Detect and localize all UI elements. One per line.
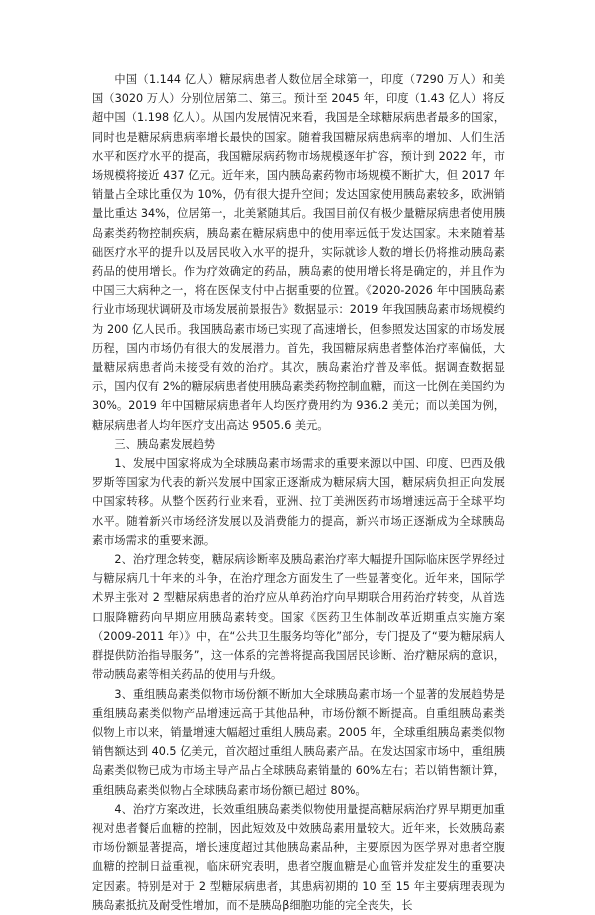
paragraph-market-overview: 中国（1.144 亿人）糖尿病患者人数位居全球第一，印度（7290 万人）和美国（3020 万人）分别位居第二、第三。预计至 2045 年，印度（1.43 亿人）将反超中国（1.198 亿人）。从国内发展情况来看，我国是全球糖尿病患者最多的国家，同时也是糖尿病患病率增长最快的国家。随着我国糖尿病患病率的增加、人们生活水平和医疗水平的提高，我国糖尿病药物市场规模逐年扩容，预计到 2022 年，市场规模将接近 437 亿元。近年来，国内胰岛素药物市场规模不断扩大，但 2017 年销量占全球比重仅为 10%，仍有很大提升空间；发达国家使用胰岛素较多，欧洲销量比重达 34%，位居第一，北美紧随其后。我国目前仅有极少量糖尿病患者使用胰岛素类药物控制疾病，胰岛素在糖尿病患中的使用率远低于发达国家。未来随着基础医疗水平的提升以及居民收入水平的提升，实际就诊人数的增长仍将推动胰岛素药品的使用增长。作为疗效确定的药品，胰岛素的使用增长将是确定的，并且作为中国三大病种之一，将在医保支付中占据重要的位置。《2020-2026 年中国胰岛素行业市场现状调研及市场发展前景报告》数据显示：2019 年我国胰岛素市场规模约为 200 亿人民币。我国胰岛素市场已实现了高速增长，但参照发达国家的市场发展历程，国内市场仍有很大的发展潜力。首先，我国糖尿病患者整体治疗率偏低，大量糖尿病患者尚未接受有效的治疗。其次，胰岛素治疗普及率低。据调查数据显示，国内仅有 2%的糖尿病患者使用胰岛素类药物控制血糖，而这一比例在美国约为 30%。2019 年中国糖尿病患者年人均医疗费用约为 936.2 美元；而以美国为例，糖尿病患者人均年医疗支出高达 9505.6 美元。 — [92, 73, 505, 432]
trend-item-4: 4、治疗方案改进，长效重组胰岛素类似物使用量提高糖尿病治疗界早期更加重视对患者餐后血糖的控制，因此短效及中效胰岛素用量较大。近年来，长效胰岛素市场份额显著提高，增长速度超过其他胰岛素品种，主要原因为医学界对患者空腹血糖的控制日益重视，临床研究表明，患者空腹血糖是心血管并发症发生的重要决定因素。特别是对于 2 型糖尿病患者，其患病初期的 10 至 15 年主要病理表现为胰岛素抵抗及耐受性增加，而不是胰岛β细胞功能的完全丧失，长 — [92, 802, 505, 912]
section-heading: 三、胰岛素发展趋势 — [114, 437, 216, 451]
document-page — [92, 70, 505, 915]
trend-item-1: 1、发展中国家将成为全球胰岛素市场需求的重要来源以中国、印度、巴西及俄罗斯等国家为代表的新兴发展中国家正逐渐成为糖尿病大国，糖尿病负担正向发展中国家转移。从整个医药行业来看，亚洲、拉丁美洲医药市场增速远高于全球平均水平。随着新兴市场经济发展以及消费能力的提高，新兴市场正逐渐成为全球胰岛素市场需求的重要来源。 — [92, 457, 505, 547]
trend-item-3: 3、重组胰岛素类似物市场份额不断加大全球胰岛素市场一个显著的发展趋势是重组胰岛素类似物产品增速远高于其他品种，市场份额不断提高。自重组胰岛素类似物上市以来，销量增速大幅超过重组人胰岛素。2005 年，全球重组胰岛素类似物销售额达到 40.5 亿美元，首次超过重组人胰岛素产品。在发达国家市场中，重组胰岛素类似物已成为市场主导产品占全球胰岛素销量的 60%左右；若以销售额计算，重组胰岛素类似物占全球胰岛素市场份额已超过 80%。 — [92, 687, 505, 797]
trend-item-2: 2、治疗理念转变，糖尿病诊断率及胰岛素治疗率大幅提升国际临床医学界经过与糖尿病几十年来的斗争，在治疗理念方面发生了一些显著变化。近年来，国际学术界主张对 2 型糖尿病患者的治疗应从单药治疗向早期联合用药治疗转变，从首选口服降糖药向早期应用胰岛素转变。国家《医药卫生体制改革近期重点实施方案（2009-2011 年）》中，在“公共卫生服务均等化”部分，专门提及了“要为糖尿病人群提供防治指导服务”，这一体系的完善将提高我国居民诊断、治疗糖尿病的意识，带动胰岛素等相关药品的使用与升级。 — [92, 553, 505, 682]
